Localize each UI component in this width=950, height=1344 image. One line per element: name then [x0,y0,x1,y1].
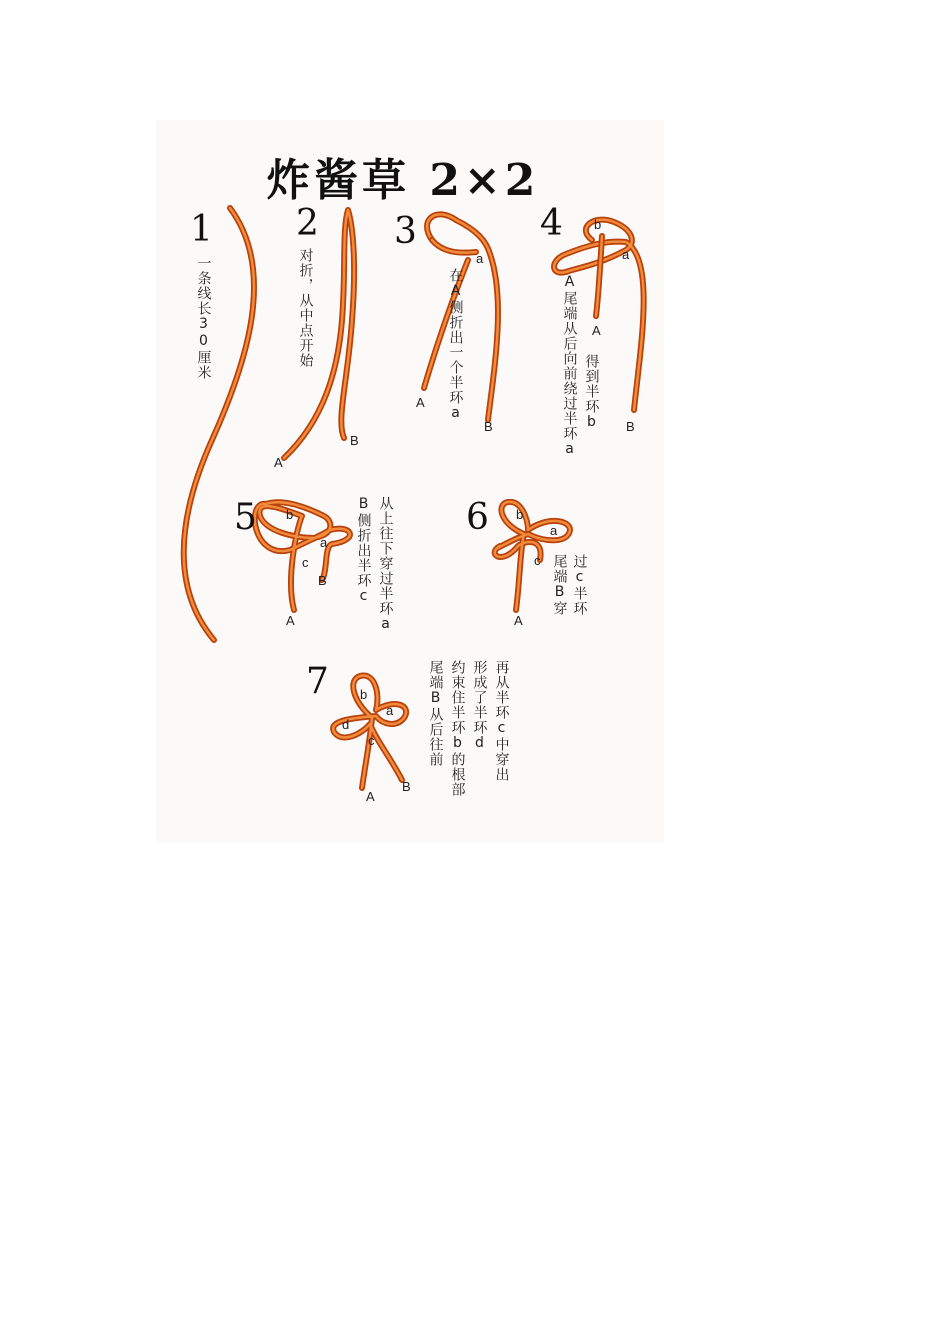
step-5-instruction-b: 从上往下穿过半环a [377,496,394,633]
diagram-title: 炸酱草 2×2 [266,155,540,206]
step-3-number: 3 [394,211,417,252]
step-5-label-B: B [318,573,327,588]
step-4-label-A: A [592,323,601,338]
step-2-instruction: 对折，从中点开始 [297,248,314,368]
step-1-instruction: 一条线长30厘米 [195,256,212,380]
step-4-label-B: B [626,419,635,434]
step-6-number: 6 [466,497,489,538]
step-5-number: 5 [234,497,257,538]
step-1-number: 1 [190,209,213,250]
step-5-label-b: b [286,507,294,522]
step-7-instruction-c: 形成了半环d [471,660,488,752]
step-7-number: 7 [306,661,329,702]
step-2-label-B: B [350,433,359,448]
step-2-number: 2 [296,203,319,244]
step-4-instruction-b: 得到半环b [583,354,600,431]
step-4-instruction-a: A尾端从后向前绕过半环a [561,274,578,458]
step-7-instruction-d: 再从半环c中穿出 [493,660,510,782]
step-5-instruction-a: B侧折出半环c [355,496,372,605]
step-6-label-b: b [516,507,524,522]
step-3-label-B: B [484,419,493,434]
step-6-label-c: c [534,553,541,568]
step-7-label-B: B [402,779,411,794]
step-5-label-a: a [320,535,328,550]
step-4-label-b: b [594,217,602,232]
step-4-label-a: a [622,247,630,262]
step-2-label-A: A [274,455,283,470]
step-7-label-d: d [342,717,350,732]
step-6-label-a: a [550,523,558,538]
step-4-number: 4 [540,203,563,244]
knot-instruction-panel [156,120,664,842]
step-7-label-c: c [368,733,375,748]
step-3-instruction: 在A侧折出一个半环a [447,268,464,422]
step-6-instruction-a: 尾端B穿 [551,554,568,616]
step-7-label-A: A [366,789,375,804]
step-2-cord [284,210,354,458]
step-3-label-A: A [416,395,425,410]
step-7-instruction-b: 约束住半环b的根部 [449,660,466,797]
step-6-instruction-b: 过c半环 [571,554,588,616]
step-7-instruction-a: 尾端B从后往前 [427,660,444,767]
step-5-label-A: A [286,613,295,628]
step-6-label-A: A [514,613,523,628]
step-7-label-b: b [360,687,368,702]
step-5-label-c: c [302,555,309,570]
step-7-label-a: a [386,703,394,718]
step-3-label-a: a [476,251,484,266]
